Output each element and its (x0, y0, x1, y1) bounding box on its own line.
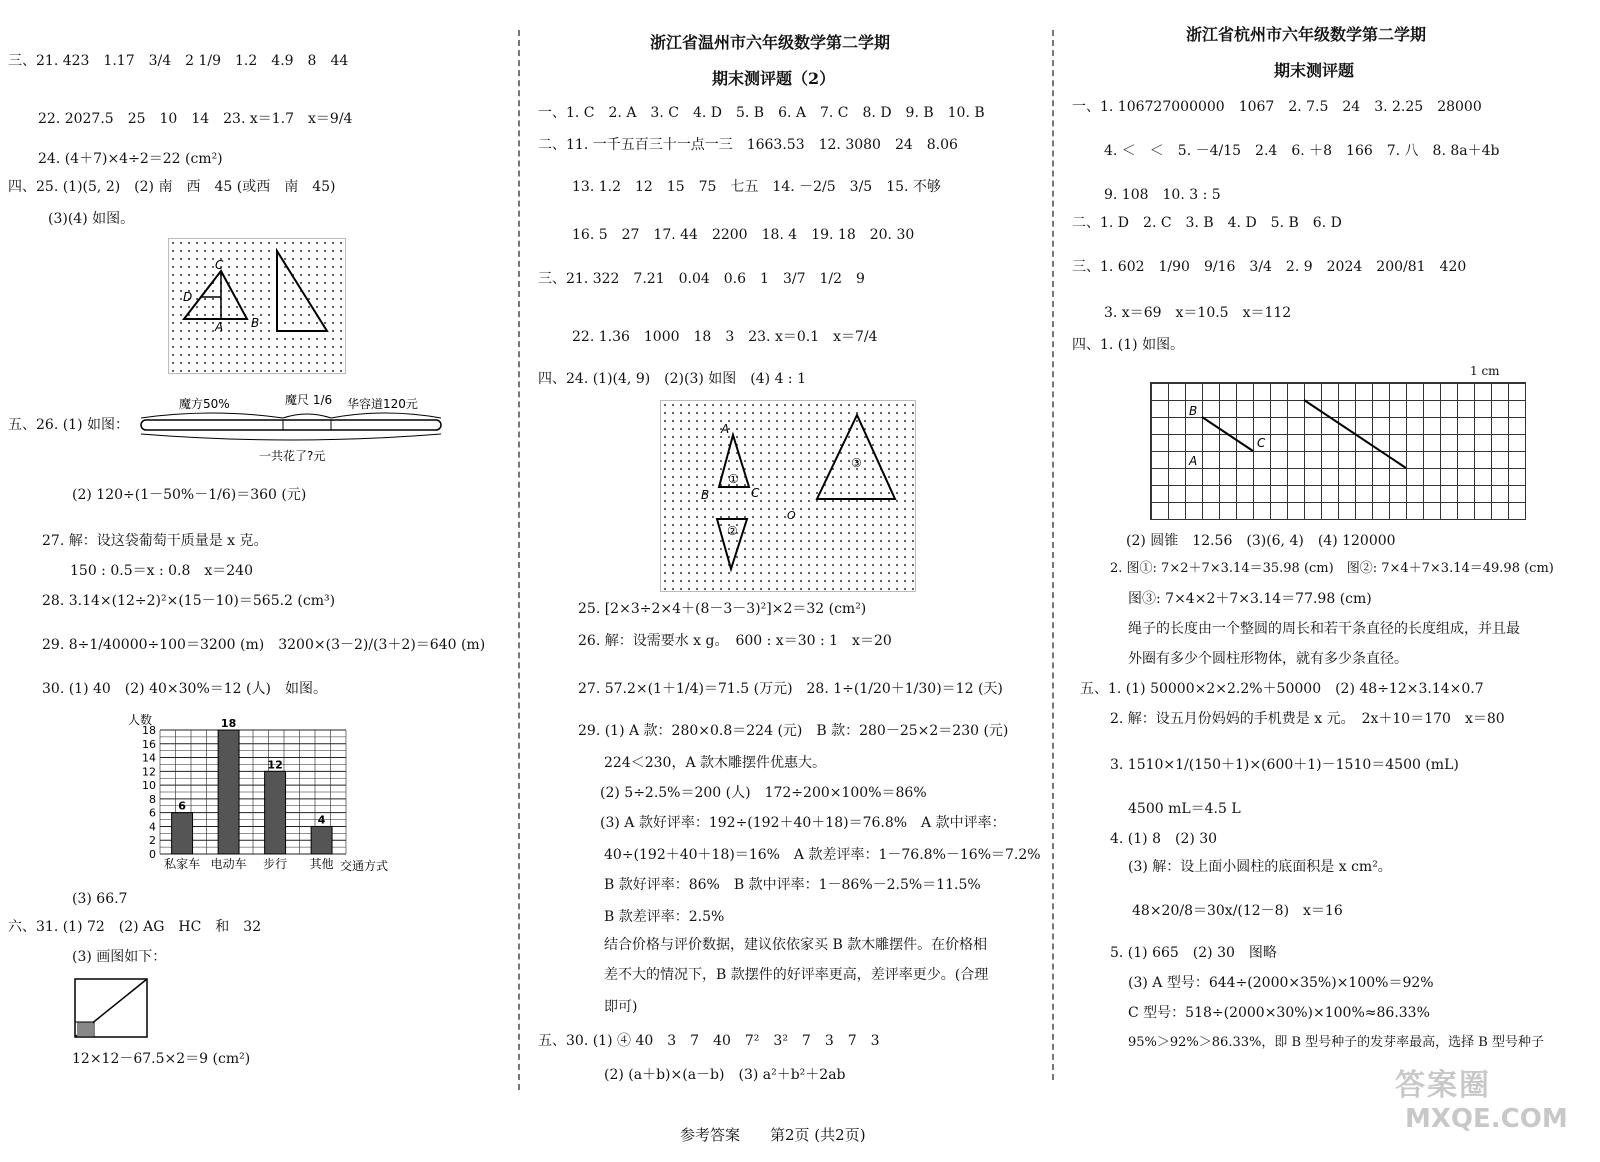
label-B: B (251, 316, 260, 330)
watermark: 答案圈 (1395, 1068, 1491, 1103)
square-grid-figure (1150, 382, 1526, 520)
dot-grid-figure (168, 238, 346, 374)
answer-line: 28. 3.14×(12÷2)²×(15－10)＝565.2 (cm³) (42, 593, 336, 609)
chart-bar (172, 813, 193, 854)
column-divider (518, 30, 520, 1090)
answer-line: 三、21. 322 7.21 0.04 0.6 1 3/7 1/2 9 (538, 271, 865, 287)
bar-label-part2: 魔尺 1/6 (285, 393, 333, 407)
answer-line: (2) 圆锥 12.56 (3)(6, 4) (4) 120000 (1126, 533, 1396, 549)
bar-label-part3: 华容道120元 (347, 397, 418, 411)
chart-ytick-label: 10 (142, 779, 156, 793)
answer-line: 30. (1) 40 (2) 40×30%＝12 (人) 如图。 (42, 681, 327, 697)
answer-line: 一、1. 106727000000 1067 2. 7.5 24 3. 2.25 28000 (1072, 99, 1482, 115)
answer-line: 9. 108 10. 3 : 5 (1104, 187, 1221, 203)
label-B: B (701, 488, 710, 502)
label-D: D (183, 290, 193, 304)
answer-line: (3) 画图如下： (72, 949, 167, 965)
answer-line: 3. x＝69 x＝10.5 x＝112 (1104, 305, 1292, 321)
answer-line: 29. 8÷1/40000÷100＝3200 (m) 3200×(3－2)/(3＋2)＝640 (m) (42, 637, 486, 653)
answer-line: 四、1. (1) 如图。 (1072, 337, 1185, 353)
chart-category-label: 私家车 (164, 857, 201, 871)
label-2: ② (727, 524, 738, 538)
answer-line: 24. (4＋7)×4÷2＝22 (cm²) (38, 151, 223, 167)
answer-line: 40÷(192＋40＋18)＝16% A 款差评率：1－76.8%－16%＝7.2% (604, 847, 1041, 863)
chart-ytick-label: 4 (149, 820, 156, 834)
answer-line: 六、31. (1) 72 (2) AG HC 和 32 (8, 919, 262, 935)
answer-line: 95%＞92%＞86.33%，即 B 型号种子的发芽率最高，选择 B 型号种子 (1128, 1035, 1544, 1050)
label-O: O (787, 509, 796, 522)
chart-ytick-label: 0 (149, 848, 156, 861)
chart-data-label: 18 (220, 717, 237, 730)
answer-line: 22. 1.36 1000 18 3 23. x＝0.1 x＝7/4 (572, 329, 878, 345)
line-drawing (1151, 383, 1525, 519)
answer-line: (2) (a＋b)×(a－b) (3) a²＋b²＋2ab (604, 1067, 846, 1083)
dot-grid-figure (660, 400, 916, 592)
answer-line: 五、30. (1) ④ 40 3 7 40 7² 3² 7 3 7 3 (538, 1033, 880, 1049)
answer-line: 12×12－67.5×2＝9 (cm²) (72, 1051, 251, 1067)
chart-data-label: 4 (317, 813, 326, 827)
chart-ytick-label: 8 (149, 792, 156, 806)
answer-line: B 款好评率：86% B 款中评率：1－86%－2.5%＝11.5% (604, 877, 981, 893)
middle-title: 浙江省温州市六年级数学第二学期 (650, 33, 891, 52)
chart-data-label: 6 (178, 799, 186, 813)
chart-bar (311, 826, 332, 854)
answer-line: 13. 1.2 12 15 75 七五 14. －2/5 3/5 15. 不够 (572, 179, 941, 195)
answer-line: 四、24. (1)(4, 9) (2)(3) 如图 (4) 4 : 1 (538, 371, 807, 387)
answer-line: 二、11. 一千五百三十一点一三 1663.53 12. 3080 24 8.06 (538, 137, 958, 153)
answer-line: C 型号：518÷(2000×30%)×100%≈86.33% (1128, 1005, 1430, 1021)
square-figure (74, 978, 150, 1040)
answer-line: 5. (1) 665 (2) 30 图略 (1110, 945, 1277, 961)
answer-line: 外圈有多少个圆柱形物体，就有多少条直径。 (1128, 651, 1408, 667)
answer-line: 五、1. (1) 50000×2×2.2%＋50000 (2) 48÷12×3.14×0.7 (1080, 681, 1484, 697)
label-3: ③ (851, 456, 862, 470)
answer-line: 48×20/8＝30x/(12－8) x＝16 (1132, 903, 1343, 919)
answer-line: (3) A 款好评率：192÷(192＋40＋18)＝76.8% A 款中评率： (600, 815, 1006, 831)
label-C: C (1257, 436, 1266, 450)
answer-line: 26. 解：设需要水 x g。 600 : x＝30 : 1 x＝20 (578, 633, 892, 649)
answer-line: 4. ＜ ＜ 5. －4/15 2.4 6. ＋8 166 7. 八 8. 8a＋4b (1104, 143, 1500, 159)
answer-line: 差不大的情况下，B 款摆件的好评率更高，差评率更少。(合理 (604, 967, 989, 983)
chart-category-label: 其他 (309, 857, 334, 871)
chart-ylabel: 人数 (128, 713, 153, 727)
column-divider (1052, 30, 1054, 1080)
answer-line: 图③: 7×4×2＋7×3.14＝77.98 (cm) (1128, 591, 1372, 607)
label-C: C (751, 486, 760, 500)
chart-ytick-label: 2 (149, 834, 156, 848)
label-B: B (1189, 404, 1198, 418)
answer-line: 五、26. (1) 如图： (8, 417, 129, 433)
label-A: A (215, 320, 224, 334)
answer-line: 三、21. 423 1.17 3/4 2 1/9 1.2 4.9 8 44 (8, 53, 349, 69)
chart-data-label: 12 (267, 758, 283, 772)
answer-line: 绳子的长度由一个整圆的周长和若干条直径的长度组成，并且最 (1128, 621, 1520, 637)
answer-line: 三、1. 602 1/90 9/16 3/4 2. 9 2024 200/81 420 (1072, 259, 1467, 275)
answer-line: 2. 解：设五月份妈妈的手机费是 x 元。 2x＋10＝170 x＝80 (1110, 711, 1505, 727)
answer-line: (3)(4) 如图。 (48, 211, 135, 227)
answer-line: 二、1. D 2. C 3. B 4. D 5. B 6. D (1072, 215, 1342, 231)
chart-ytick-label: 6 (149, 806, 156, 820)
right-subtitle: 期末测评题 (1274, 61, 1355, 80)
answer-line: (2) 5÷2.5%＝200 (人) 172÷200×100%＝86% (600, 785, 927, 801)
chart-ytick-label: 14 (142, 751, 156, 765)
label-1: ① (728, 472, 739, 486)
answer-line: B 款差评率：2.5% (604, 909, 725, 925)
chart-ytick-label: 12 (142, 765, 156, 779)
answer-line: 150 : 0.5＝x : 0.8 x＝240 (70, 563, 253, 579)
answer-line: 29. (1) A 款：280×0.8＝224 (元) B 款：280－25×2＝230 (元) (578, 723, 1009, 739)
bar-label-total: 一共花了?元 (259, 449, 326, 463)
line-segment-diagram (135, 384, 445, 464)
answer-line: 4. (1) 8 (2) 30 (1110, 831, 1218, 847)
watermark-url: MXQE.COM (1405, 1104, 1568, 1134)
answer-line: 4500 mL＝4.5 L (1128, 801, 1241, 817)
answer-line: 22. 2027.5 25 10 14 23. x＝1.7 x＝9/4 (38, 111, 353, 127)
answer-line: 224＜230，A 款木雕摆件优惠大。 (604, 755, 827, 771)
answer-line: (3) A 型号：644÷(2000×35%)×100%＝92% (1128, 975, 1434, 991)
label-A: A (1189, 454, 1198, 468)
chart-category-label: 电动车 (210, 857, 247, 871)
answer-line: (3) 66.7 (72, 891, 128, 907)
answer-line: 27. 57.2×(1＋1/4)＝71.5 (万元) 28. 1÷(1/20＋1/30)＝12 (天) (578, 681, 1003, 697)
label-A: A (721, 422, 730, 436)
label-C: C (215, 258, 224, 272)
chart-category-label: 步行 (263, 857, 288, 871)
answer-line: 四、25. (1)(5, 2) (2) 南 西 45 (或西 南 45) (8, 179, 336, 195)
answer-line: 27. 解：设这袋葡萄干质量是 x 克。 (42, 533, 268, 549)
chart-ytick-label: 16 (142, 737, 156, 751)
chart-xlabel: 交通方式 (340, 859, 389, 873)
right-title: 浙江省杭州市六年级数学第二学期 (1186, 25, 1427, 44)
chart-bar (265, 771, 286, 854)
middle-subtitle: 期末测评题（2） (712, 69, 836, 88)
answer-line: 2. 图①: 7×2＋7×3.14＝35.98 (cm) 图②: 7×4＋7×3.14＝49.98 (cm) (1110, 561, 1554, 576)
chart-bar (218, 730, 239, 854)
page-footer: 参考答案 第2页 (共2页) (680, 1126, 866, 1144)
bar-chart (118, 712, 418, 882)
answer-line: 结合价格与评价数据，建议依依家买 B 款木雕摆件。在价格相 (604, 937, 988, 953)
chart-ytick-label: 18 (142, 724, 156, 737)
triangle-drawing (661, 401, 915, 591)
answer-line: 16. 5 27 17. 44 2200 18. 4 19. 18 20. 30 (572, 227, 915, 243)
triangle-drawing (169, 239, 345, 373)
answer-line: (3) 解：设上面小圆柱的底面积是 x cm²。 (1128, 859, 1392, 875)
answer-line: 一、1. C 2. A 3. C 4. D 5. B 6. A 7. C 8. D 9. B 10. B (538, 105, 985, 121)
bar-label-part1: 魔方50% (179, 397, 230, 411)
scale-label: 1 cm (1470, 364, 1500, 378)
answer-line: 即可) (604, 999, 638, 1015)
answer-line: 25. [2×3÷2×4＋(8－3－3)²]×2＝32 (cm²) (578, 601, 867, 617)
answer-line: 3. 1510×1/(150＋1)×(600＋1)－1510＝4500 (mL) (1110, 757, 1459, 773)
answer-line: (2) 120÷(1－50%－1/6)＝360 (元) (72, 487, 307, 503)
